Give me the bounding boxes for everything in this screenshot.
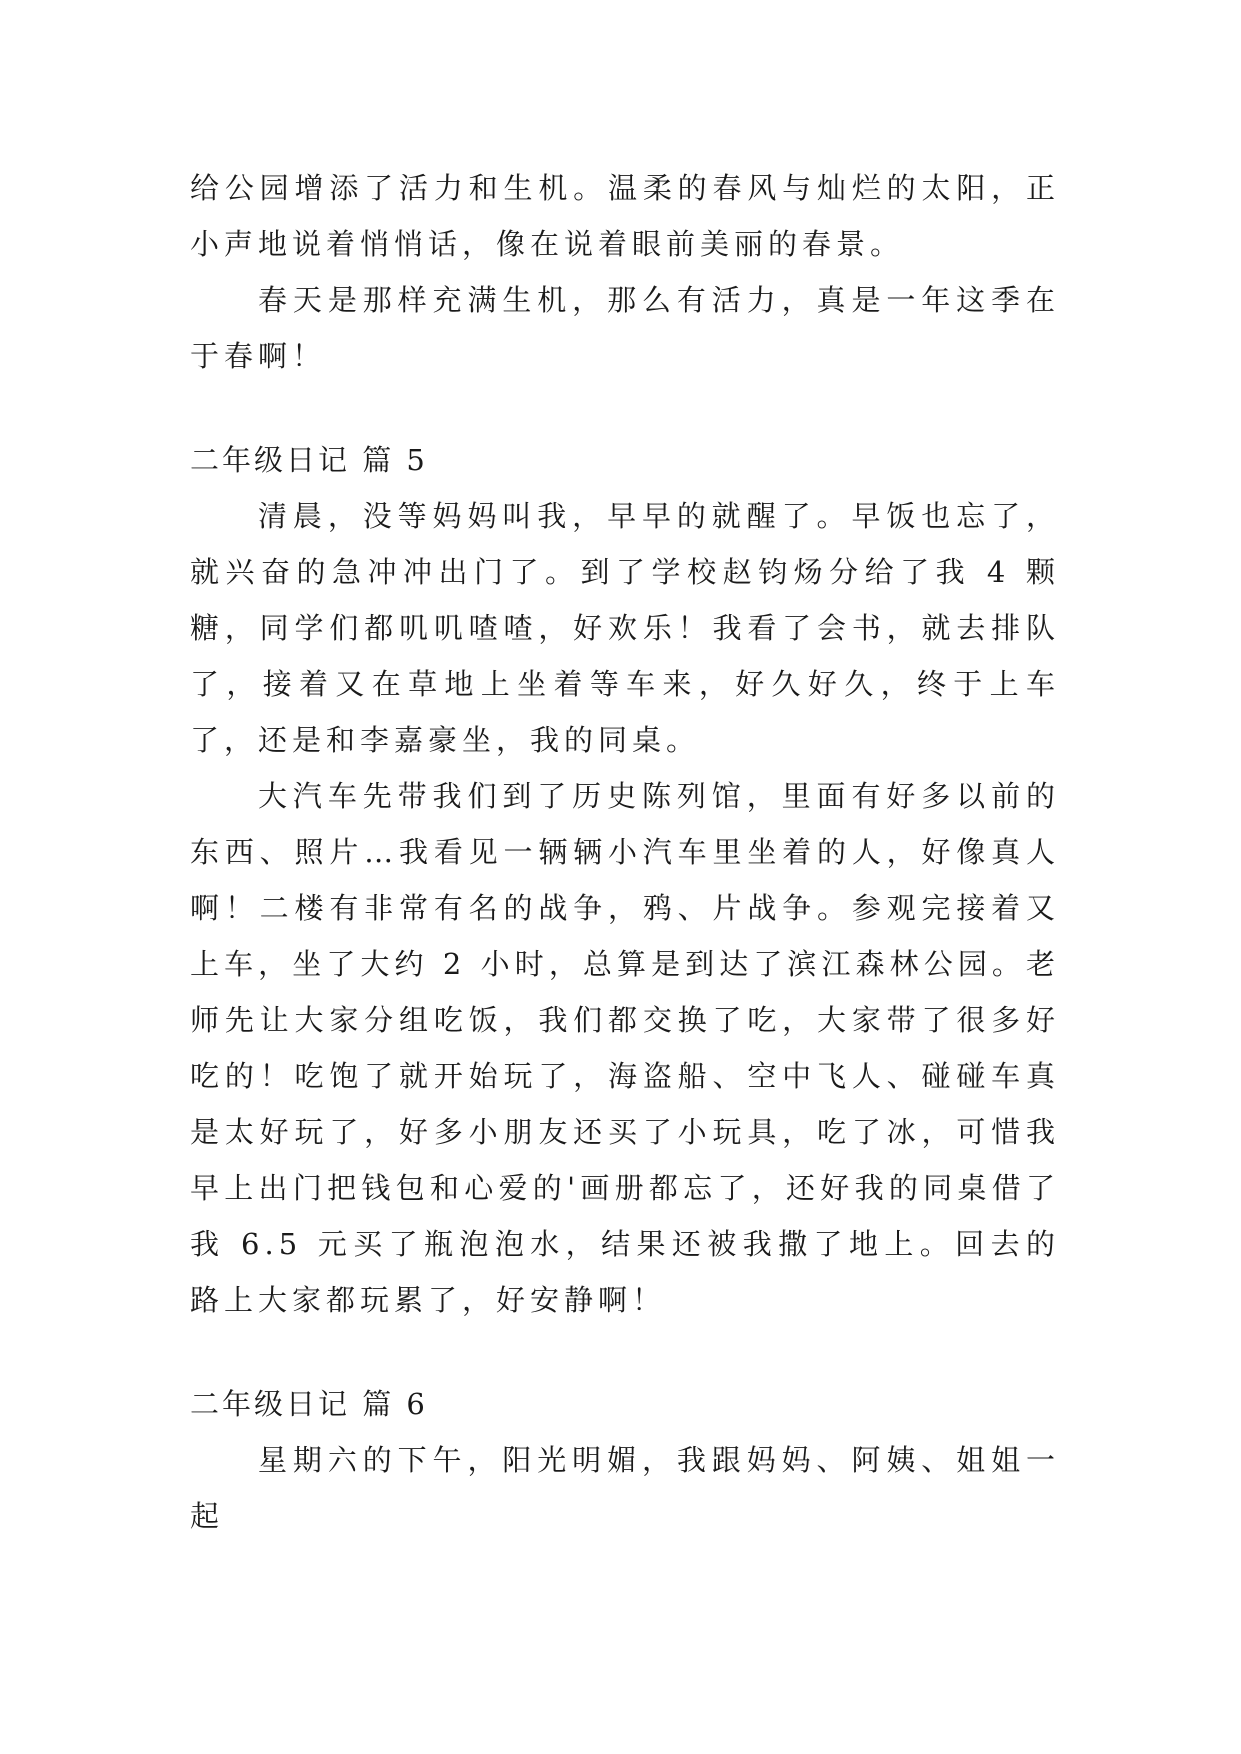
paragraph-trip: 大汽车先带我们到了历史陈列馆，里面有好多以前的东西、照片…我看见一辆辆小汽车里坐着的人，好像真人啊！二楼有非常有名的战争，鸦、片战争。参观完接着又上车，坐了大约 2 小时，总算是到达了滨江森林公园。老师先让大家分组吃饭，我们都交换了吃，大家带了很多好吃的！吃饱了就开始玩了，海盗船、空中飞人、碰碰车真是太好玩了，好多小朋友还买了小玩具，吃了冰，可惜我早上出门把钱包和心爱的'画册都忘了，还好我的同桌借了我 6.5 元买了瓶泡泡水，结果还被我撒了地上。回去的路上大家都玩累了，好安静啊！: [190, 779, 1060, 1317]
paragraph-morning: 清晨，没等妈妈叫我，早早的就醒了。早饭也忘了，就兴奋的急冲冲出门了。到了学校赵钧炀分给了我 4 颗糖，同学们都叽叽喳喳，好欢乐！我看了会书，就去排队了，接着又在草地上坐着等车来，好久好久，终于上车了，还是和李嘉豪坐，我的同桌。: [190, 499, 1060, 757]
paragraph-continued: 给公园增添了活力和生机。温柔的春风与灿烂的太阳，正小声地说着悄悄话，像在说着眼前美丽的春景。: [190, 171, 1060, 261]
section-heading-5: 二年级日记 篇 5: [190, 443, 428, 477]
paragraph-spring-summary: 春天是那样充满生机，那么有活力，真是一年这季在于春啊！: [190, 283, 1060, 373]
section-heading-6: 二年级日记 篇 6: [190, 1387, 428, 1421]
paragraph-saturday: 星期六的下午，阳光明媚，我跟妈妈、阿姨、姐姐一起: [190, 1443, 1060, 1533]
text-column: [190, 160, 1060, 1544]
